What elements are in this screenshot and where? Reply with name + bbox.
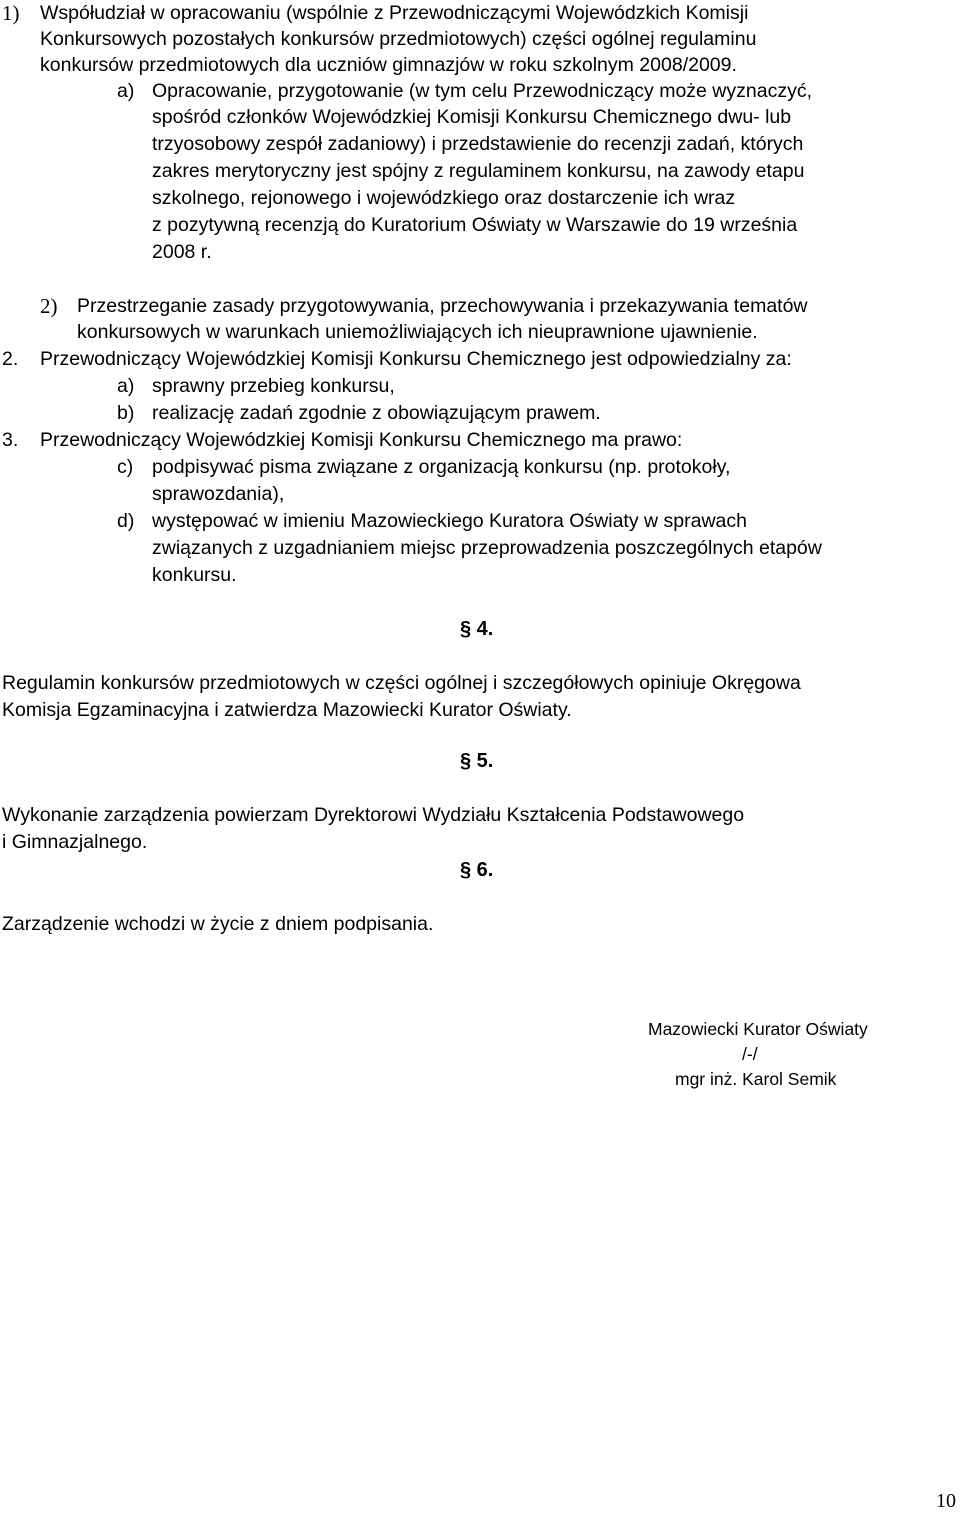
- section-2-item-marker: b): [117, 402, 135, 424]
- paragraph-4-line: Regulamin konkursów przedmiotowych w części ogólnej i szczegółowych opiniuje Okręgowa: [2, 672, 801, 694]
- section-2-item-text: sprawny przebieg konkursu,: [152, 375, 395, 397]
- section-3-text: Przewodniczący Wojewódzkiej Komisji Konkursu Chemicznego ma prawo:: [40, 429, 683, 451]
- paragraph-4-heading: § 4.: [460, 618, 494, 640]
- paragraph-6-heading: § 6.: [460, 859, 494, 881]
- section-3-marker: 3.: [2, 429, 19, 451]
- sub-a-line: szkolnego, rejonowego i wojewódzkiego oraz dostarczenie ich wraz: [152, 187, 736, 209]
- item-2-line: konkursowych w warunkach uniemożliwiających ich nieuprawnione ujawnienie.: [77, 321, 758, 343]
- paragraph-5-heading: § 5.: [460, 750, 494, 772]
- item-1-marker: 1): [2, 1, 20, 25]
- sub-a-line: spośród członków Wojewódzkiej Komisji Konkursu Chemicznego dwu- lub: [152, 106, 792, 128]
- section-3-d-line: związanych z uzgadnianiem miejsc przeprowadzenia poszczególnych etapów: [152, 537, 822, 559]
- signature-mark: /-/: [742, 1044, 758, 1064]
- item-2-marker: 2): [40, 294, 58, 318]
- sub-a-marker: a): [117, 80, 135, 102]
- sub-a-line: z pozytywną recenzją do Kuratorium Oświaty w Warszawie do 19 września: [152, 214, 798, 236]
- section-2-item-text: realizację zadań zgodnie z obowiązującym prawem.: [152, 402, 601, 424]
- section-2-text: Przewodniczący Wojewódzkiej Komisji Konkursu Chemicznego jest odpowiedzialny za:: [40, 348, 792, 370]
- paragraph-6-line: Zarządzenie wchodzi w życie z dniem podpisania.: [2, 913, 434, 935]
- sub-a-line: 2008 r.: [152, 241, 212, 263]
- section-3-c-line: podpisywać pisma związane z organizacją konkursu (np. protokoły,: [152, 456, 731, 478]
- section-3-d-marker: d): [117, 510, 135, 532]
- sub-a-line: Opracowanie, przygotowanie (w tym celu Przewodniczący może wyznaczyć,: [152, 80, 813, 102]
- paragraph-4-line: Komisja Egzaminacyjna i zatwierdza Mazowiecki Kurator Oświaty.: [2, 699, 572, 721]
- section-3-d-line: występować w imieniu Mazowieckiego Kuratora Oświaty w sprawach: [152, 510, 747, 532]
- section-3-d-line: konkursu.: [152, 564, 237, 586]
- sub-a-line: zakres merytoryczny jest spójny z regulaminem konkursu, na zawody etapu: [152, 160, 805, 182]
- section-3-c-line: sprawozdania),: [152, 483, 285, 505]
- sub-a-line: trzyosobowy zespół zadaniowy) i przedstawienie do recenzji zadań, których: [152, 133, 804, 155]
- paragraph-5-line: i Gimnazjalnego.: [2, 831, 148, 853]
- section-2-item-marker: a): [117, 375, 135, 397]
- section-3-c-marker: c): [117, 456, 134, 478]
- page-number: 10: [936, 1490, 956, 1512]
- signature-name: mgr inż. Karol Semik: [675, 1069, 837, 1089]
- item-1-line: Współudział w opracowaniu (wspólnie z Przewodniczącymi Wojewódzkich Komisji: [40, 2, 749, 24]
- signature-title: Mazowiecki Kurator Oświaty: [648, 1019, 868, 1039]
- item-1-line: konkursów przedmiotowych dla uczniów gimnazjów w roku szkolnym 2008/2009.: [40, 54, 737, 76]
- item-2-line: Przestrzeganie zasady przygotowywania, przechowywania i przekazywania tematów: [77, 295, 808, 317]
- item-1-line: Konkursowych pozostałych konkursów przedmiotowych) części ogólnej regulaminu: [40, 28, 757, 50]
- paragraph-5-line: Wykonanie zarządzenia powierzam Dyrektorowi Wydziału Kształcenia Podstawowego: [2, 804, 745, 826]
- section-2-marker: 2.: [2, 348, 19, 370]
